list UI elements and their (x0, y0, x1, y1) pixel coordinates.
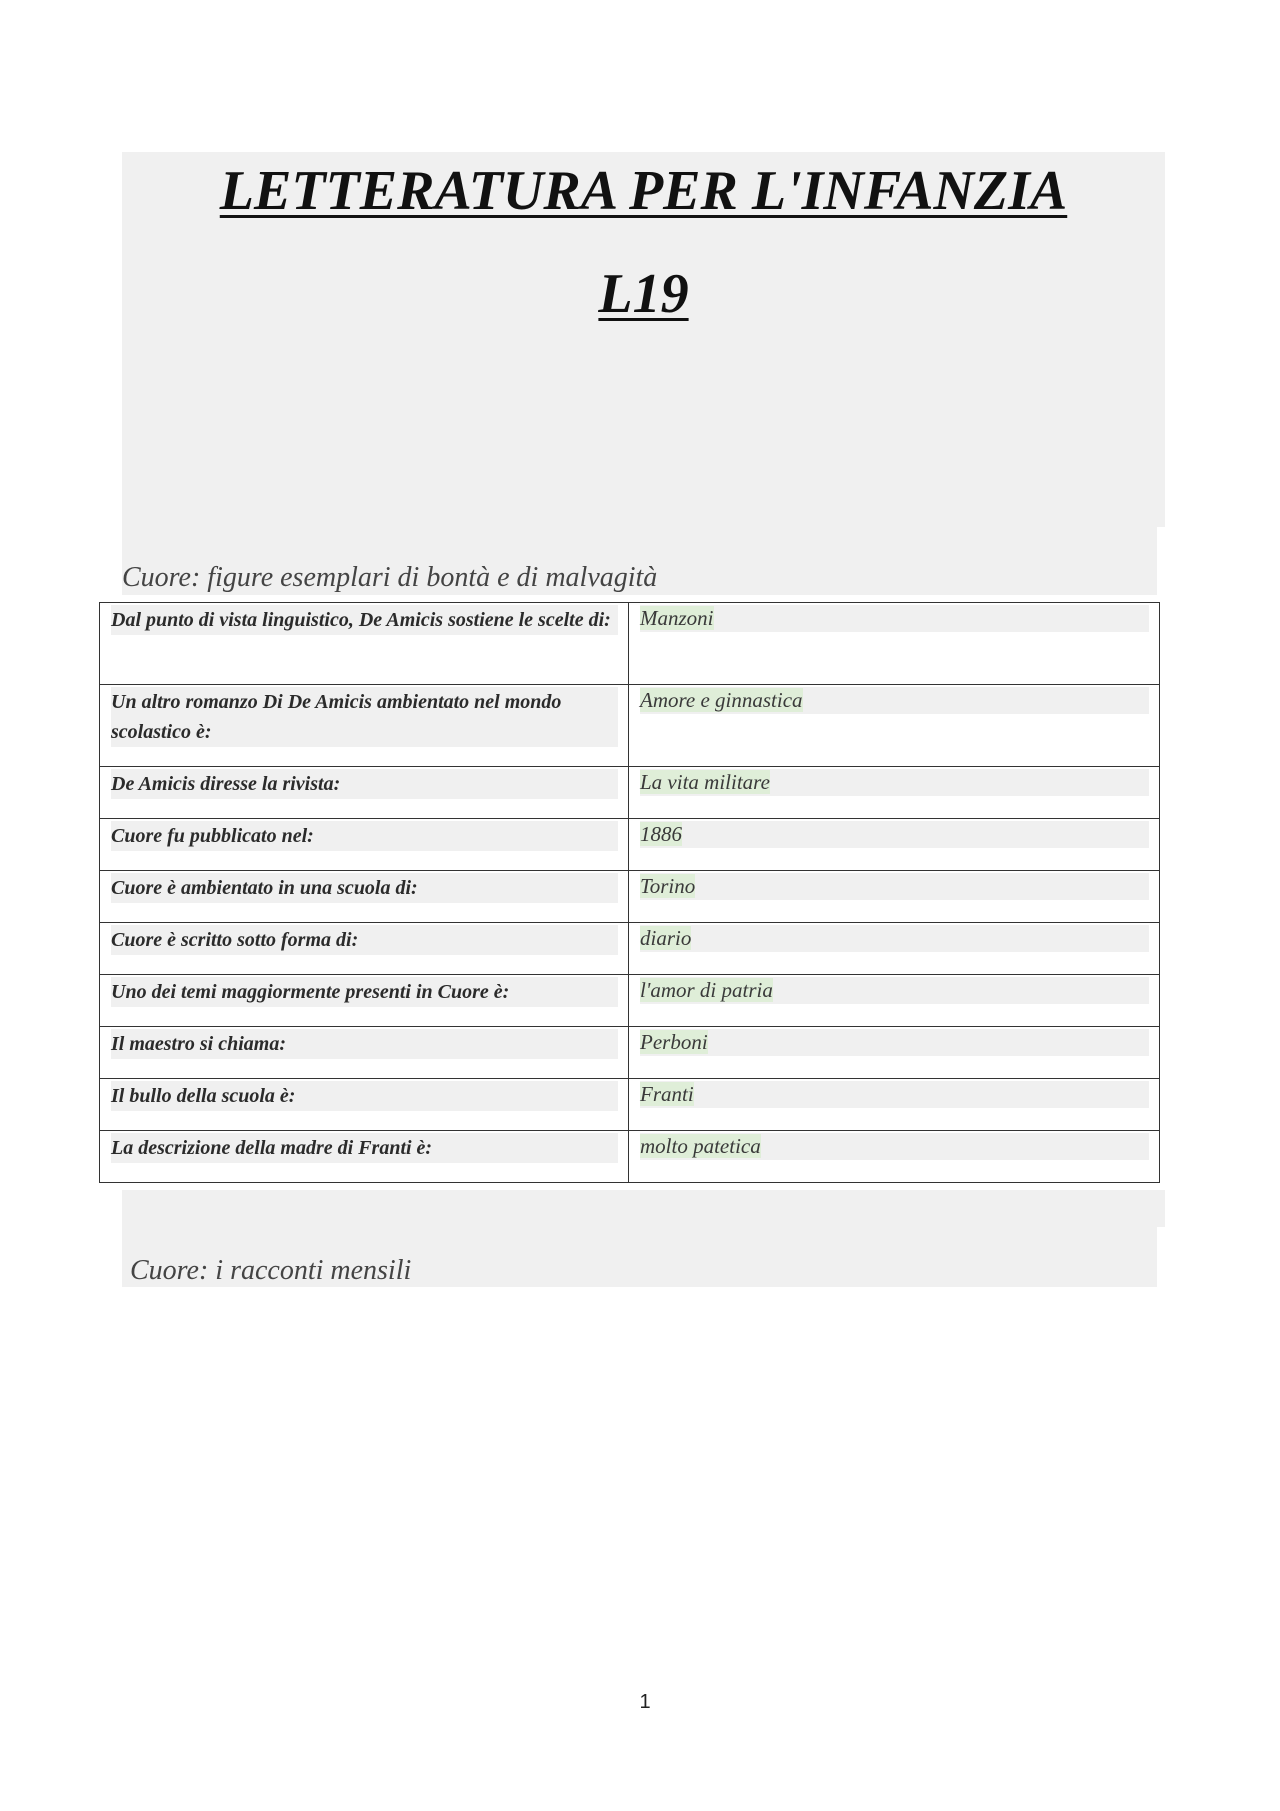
question-cell (100, 685, 629, 767)
table-row (100, 603, 1160, 685)
answer-cell (629, 1131, 1160, 1183)
question-cell (100, 975, 629, 1027)
question-cell (100, 767, 629, 819)
question-text: Cuore è scritto sotto forma di: (111, 925, 618, 955)
answer-cell (629, 871, 1160, 923)
question-text: Cuore fu pubblicato nel: (111, 821, 618, 851)
answer-line (640, 1029, 1149, 1056)
question-text: Il bullo della scuola è: (111, 1081, 618, 1111)
answer-text: Torino (640, 874, 696, 898)
answer-line (640, 977, 1149, 1004)
table-row (100, 819, 1160, 871)
question-text: Cuore è ambientato in una scuola di: (111, 873, 618, 903)
table-row (100, 1079, 1160, 1131)
section-heading-figure-esemplari: Cuore: figure esemplari di bontà e di malvagità (122, 562, 658, 593)
table-row (100, 1131, 1160, 1183)
question-cell (100, 1079, 629, 1131)
answer-line (640, 873, 1149, 900)
table-row (100, 767, 1160, 819)
answer-line (640, 1133, 1149, 1160)
answer-text: Perboni (640, 1030, 708, 1054)
table-row (100, 871, 1160, 923)
page-number: 1 (639, 1691, 651, 1713)
question-text: Dal punto di vista linguistico, De Amicis sostiene le scelte di: (111, 605, 618, 635)
table-row (100, 1027, 1160, 1079)
section-shading-block (122, 1190, 1165, 1227)
document-subtitle: L19 (598, 263, 689, 325)
answer-cell (629, 975, 1160, 1027)
document-title: LETTERATURA PER L'INFANZIA (219, 160, 1068, 222)
answer-cell (629, 603, 1160, 685)
question-cell (100, 819, 629, 871)
answer-text: Franti (640, 1082, 694, 1106)
answer-text: molto patetica (640, 1134, 761, 1158)
question-text: La descrizione della madre di Franti è: (111, 1133, 618, 1163)
question-cell (100, 603, 629, 685)
question-answer-table (99, 602, 1160, 1183)
answer-text: l'amor di patria (640, 978, 773, 1002)
answer-line (640, 605, 1149, 632)
answer-text: diario (640, 926, 692, 950)
question-text: Un altro romanzo Di De Amicis ambientato nel mondo scolastico è: (111, 687, 618, 747)
table-row (100, 975, 1160, 1027)
section-heading-racconti-mensili: Cuore: i racconti mensili (130, 1255, 412, 1286)
answer-cell (629, 819, 1160, 871)
answer-text: Manzoni (640, 606, 714, 630)
answer-cell (629, 1079, 1160, 1131)
answer-line (640, 1081, 1149, 1108)
answer-cell (629, 767, 1160, 819)
question-cell (100, 1131, 629, 1183)
answer-cell (629, 685, 1160, 767)
question-cell (100, 923, 629, 975)
answer-text: 1886 (640, 822, 682, 846)
answer-cell (629, 1027, 1160, 1079)
answer-line (640, 925, 1149, 952)
table-row (100, 685, 1160, 767)
answer-line (640, 821, 1149, 848)
answer-line (640, 769, 1149, 796)
answer-line (640, 687, 1149, 714)
question-cell (100, 871, 629, 923)
question-text: De Amicis diresse la rivista: (111, 769, 618, 799)
answer-text: La vita militare (640, 770, 770, 794)
answer-text: Amore e ginnastica (640, 688, 803, 712)
answer-cell (629, 923, 1160, 975)
question-cell (100, 1027, 629, 1079)
table-row (100, 923, 1160, 975)
question-text: Il maestro si chiama: (111, 1029, 618, 1059)
question-text: Uno dei temi maggiormente presenti in Cuore è: (111, 977, 618, 1007)
